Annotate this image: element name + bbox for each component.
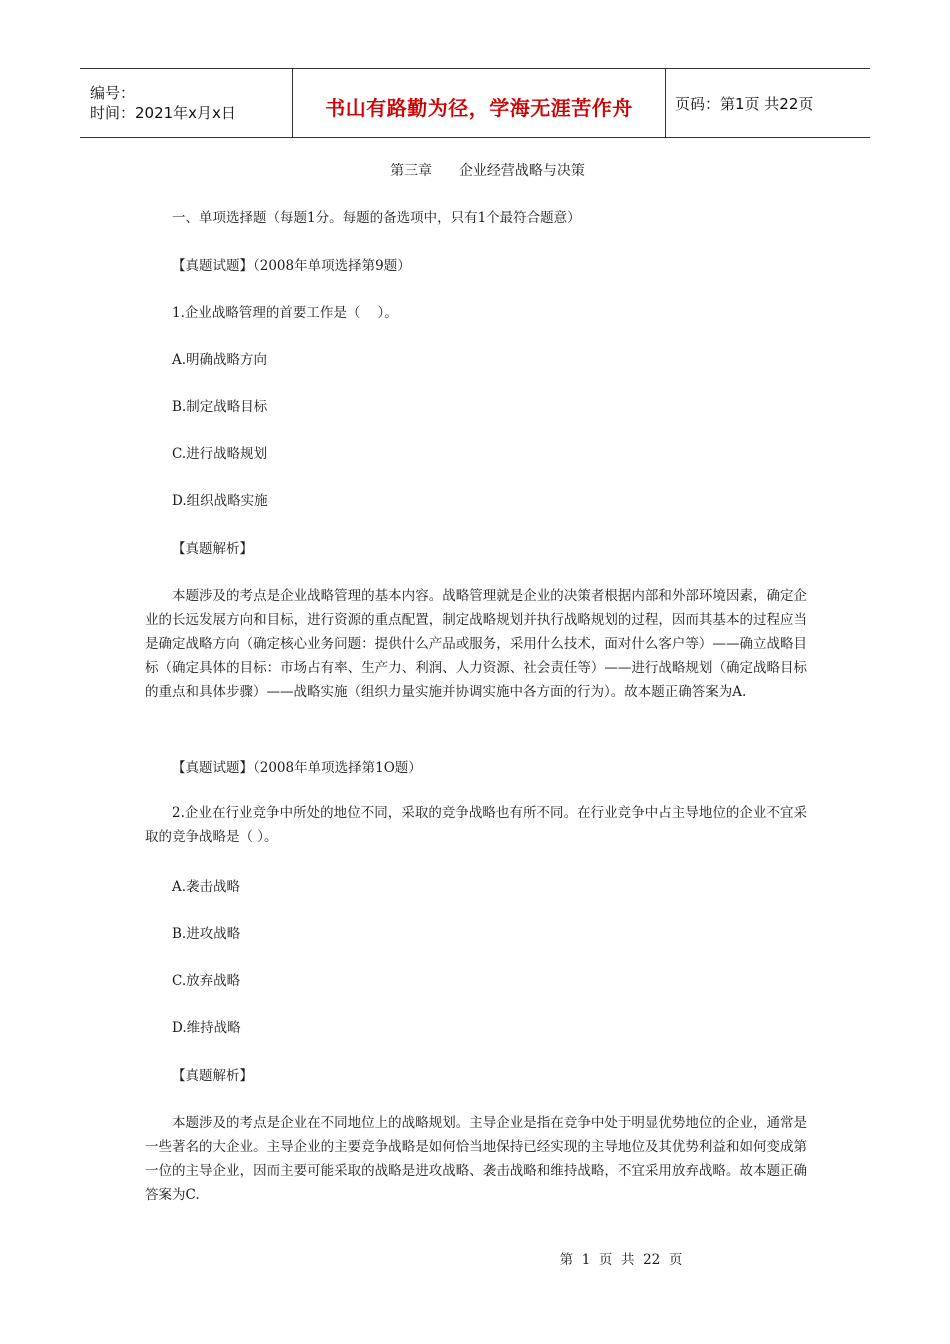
header-motto-cell bbox=[292, 69, 666, 137]
option-c: C.放弃战略 bbox=[172, 973, 241, 989]
analysis-text: 本题涉及的考点是企业在不同地位上的战略规划。主导企业是指在竞争中处于明显优势地位的企业，通常是一些著名的大企业。主导企业的主要竞争战略是如何恰当地保持已经实现的主导地位及其优势利益和如何变成第一位的主导企业，因而主要可能采取的战略是进攻战略、袭击战略和维持战略，不宜采用放弃战略。故本题正确答案为C. bbox=[145, 1115, 807, 1203]
page-header bbox=[80, 68, 870, 138]
question-source: 【真题试题】（2008年单项选择第9题） bbox=[172, 258, 411, 274]
section-title: 一、单项选择题（每题1分。每题的备选项中，只有1个最符合题意） bbox=[172, 210, 581, 226]
question-stem: 2.企业在行业竞争中所处的地位不同，采取的竞争战略也有所不同。在行业竞争中占主导地位的企业不宜采取的竞争战略是（ ）。 bbox=[145, 805, 807, 845]
option-b: B.制定战略目标 bbox=[172, 399, 268, 415]
analysis-label: 【真题解析】 bbox=[172, 541, 253, 557]
header-motto: 书山有路勤为径，学海无涯苦作舟 bbox=[325, 95, 633, 120]
document-number-label: 编号： bbox=[90, 84, 136, 102]
question-stem: 1.企业战略管理的首要工作是（ ）。 bbox=[172, 305, 398, 321]
option-c: C.进行战略规划 bbox=[172, 446, 268, 462]
option-a: A.袭击战略 bbox=[172, 879, 241, 895]
option-a: A.明确战略方向 bbox=[172, 352, 268, 368]
option-d: D.组织战略实施 bbox=[172, 493, 268, 509]
page-number-label: 页码：第1页 共22页 bbox=[675, 94, 814, 113]
header-right-cell bbox=[666, 69, 870, 137]
chapter-title: 第三章 企业经营战略与决策 bbox=[390, 163, 585, 179]
analysis-label: 【真题解析】 bbox=[172, 1068, 253, 1084]
header-left-cell bbox=[80, 69, 292, 137]
page-footer: 第 1 页 共 22 页 bbox=[559, 1252, 683, 1268]
option-d: D.维持战略 bbox=[172, 1020, 241, 1036]
document-date-label: 时间：2021年x月x日 bbox=[90, 104, 236, 122]
question-source: 【真题试题】（2008年单项选择第1O题） bbox=[172, 760, 422, 776]
analysis-text: 本题涉及的考点是企业战略管理的基本内容。战略管理就是企业的决策者根据内部和外部环境因素，确定企业的长远发展方向和目标，进行资源的重点配置，制定战略规划并执行战略规划的过程，因而其基本的过程应当是确定战略方向（确定核心业务问题：提供什么产品或服务，采用什么技术，面对什么客户等）——确立战略目标（确定具体的目标：市场占有率、生产力、利润、人力资源、社会责任等）——进行战略规划（确定战略目标的重点和具体步骤）——战略实施（组织力量实施并协调实施中各方面的行为）。故本题正确答案为A. bbox=[145, 588, 807, 700]
option-b: B.进攻战略 bbox=[172, 926, 241, 942]
